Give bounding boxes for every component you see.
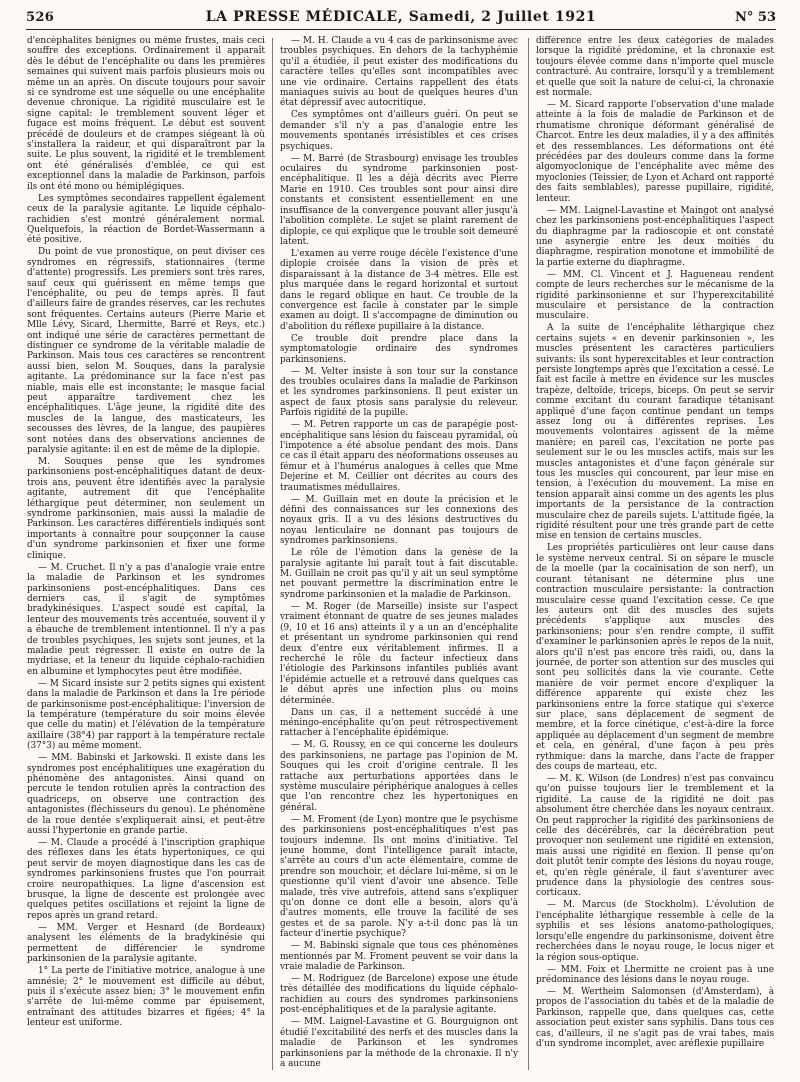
- article-paragraph: Du point de vue pronostique, on peut diviser ces syndromes en régressifs, stationnaires (terme d'attente) progressifs. Les premiers sont très rares, sauf ceux qui guérissent en même temps que l'encéphalite, ou peu de temps après. Il faut d'ailleurs faire de grandes réserves, car les rechutes sont fréquentes. Certains auteurs (Pierre Marie et Mlle Lévy, Sicard, Lhermitte, Barré et Reys, etc.) ont indiqué une série de caractères permettant de distinguer ce syndrome de la véritable maladie de Parkinson. Mais tous ces caractères se rencontrent aussi bien, selon M. Souques, dans la paralysie agitante. La prédominance sur la face n'est pas niable, mais elle est inconstante; le masque facial peut apparaître tardivement chez les encéphalitiques. L'âge jeune, la rigidité dite des muscles de la langue, des masticateurs, les secousses des lèvres, de la langue, des paupières sont notées dans des observations anciennes de paralysie agitante: il en est de même de la diplopie.: [27, 247, 265, 456]
- article-paragraph: Les symptômes secondaires rappellent également ceux de la paralysie agitante. Le liquide céphalo-rachidien s'est montré généralement normal. Quelquefois, la réaction de Bordet-Wassermann a été positive.: [27, 193, 265, 246]
- article-paragraph: Ce trouble doit prendre place dans la symptomatologie ordinaire des syndromes parkinsoniens.: [280, 333, 518, 365]
- article-paragraph: — M. Barré (de Strasbourg) envisage les troubles oculaires du syndrome parkinsonien post-encéphalitique. Il les a déjà décrits avec Pierre Marie en 1910. Ces troubles sont pour ainsi dire constants et consistent essentiellement en une insuffisance de la convergence pouvant aller jusqu'à l'abolition complète. Le sujet se plaint rarement de diplopie, ce qui explique que le trouble soit demeuré latent.: [280, 153, 518, 247]
- article-paragraph: — MM. Laignel-Lavastine et Maingot ont analysé chez les parkinsoniens post-encéphalitiques l'aspect du diaphragme par la radioscopie et ont constaté une asynergie entre les deux moitiés du diaphragme, respiration monotone et immobilité de la partie externe du diaphragme.: [536, 205, 774, 268]
- text-column-1: [27, 36, 265, 1072]
- article-paragraph: M. Souques pense que les syndromes parkinsoniens post-encéphalitiques datant de deux-trois ans, peuvent être identifiés avec la paralysie agitante, autrement dit que l'encéphalite léthargique peut déterminer, non seulement un syndrome parkinsonien, mais aussi la maladie de Parkinson. Les caractères différentiels indiqués sont importants à connaître pour soupçonner la cause d'un syndrome parkinsonien et fixer une forme clinique.: [27, 457, 265, 561]
- article-paragraph: — M. H. Claude a vu 4 cas de parkinsonisme avec troubles psychiques. En dehors de la tachyphémie qu'il a étudiée, il peut exister des modifications du caractère telles qu'elles sont incompatibles avec une vie ordinaire. Certains rappellent des états maniaques suivis au bout de quelques heures d'un état dépressif avec autocritique.: [280, 36, 518, 109]
- journal-title: LA PRESSE MÉDICALE, Samedi, 2 Juillet 1921: [205, 9, 597, 25]
- article-paragraph: — MM. Verger et Hesnard (de Bordeaux) analysent les éléments de la bradykinésie qui permettent de différencier le syndrome parkinsonien de la paralysie agitante.: [27, 922, 265, 965]
- article-paragraph: — M. Sicard rapporte l'observation d'une malade atteinte à la fois de maladie de Parkinson et de rhumatisme chronique déformant généralisé de Charcot. Entre les deux maladies, il y a des affinités et des ressemblances. Les déformations ont été précédées par des douleurs comme dans la forme algomyoclonique de l'encéphalite avec même des myoclonies (Teissier, de Lyon et Achard ont rapporté des faits semblables), paresse pupillaire, rigidité, lenteur.: [536, 100, 774, 204]
- article-paragraph: — M. Petren rapporte un cas de parapégie post-encéphalitique sans lésion du faisceau pyramidal, où l'impotence a été absolue pendant des mois. Dans ce cas il était apparu des néoformations osseuses au fémur et à l'humérus analogues à celles que Mme Dejerine et M. Ceillier ont décrites au cours des traumatismes médullaires.: [280, 420, 518, 493]
- text-column-3: [536, 36, 774, 1072]
- article-paragraph: — M. Rodriguez (de Barcelone) expose une étude très détaillée des modifications du liquide céphalo-rachidien au cours des syndromes parkinsoniens post-encéphalitiques et de la paralysie agitante.: [280, 974, 518, 1016]
- header-rule: [26, 29, 776, 30]
- article-paragraph: — M. Marcus (de Stockholm). L'évolution de l'encéphalite léthargique ressemble à celle de la syphilis et ses lésions anatomo-pathologiques, lorsqu'elle engendre du parkinsonisme, doivent être recherchées dans le noyau rouge, le locus niger et la région sous-optique.: [536, 900, 774, 963]
- article-paragraph: — M Sicard insiste sur 2 petits signes qui existent dans la maladie de Parkinson et dans la 1re période de parkinsonisme post-encéphalitique: l'inversion de la température (température du soir moins élevée que celle du matin) et l'élévation de la température axillaire (38°4) par rapport à la température rectale (37°3) au même moment.: [27, 678, 265, 752]
- article-paragraph: L'examen au verre rouge décèle l'existence d'une diplopie croisée dans la vision de près et disparaissant à la distance de 3-4 mètres. Elle est plus marquée dans le regard horizontal et surtout dans le regard oblique en haut. Ce trouble de la convergence est facile à constater par le simple examen au doigt. Il s'accompagne de diminution ou d'abolition du réflexe pupillaire à la distance.: [280, 248, 518, 332]
- article-paragraph: — MM. Foix et Lhermitte ne croient pas à une prédominance des lésions dans le noyau rouge.: [536, 964, 774, 985]
- article-paragraph: — MM. Babinski et Jarkowski. Il existe dans les syndromes post encéphalitiques une exagération du phénomène des antagonistes. Ainsi quand on percute le tendon rotulien après la contraction des quadriceps, on observe une contraction des antagonistes (fléchisseurs du genou). Le phénomène de la roue dentée s'expliquerait ainsi, et peut-être aussi l'hypertonie en grande partie.: [27, 753, 265, 837]
- article-paragraph: — M. Wertheim Salomonsen (d'Amsterdam), à propos de l'association du tabès et de la maladie de Parkinson, rappelle que, dans quelques cas, cette association peut exister sans syphilis. Dans tous ces cas, d'ailleurs, il ne s'agit pas de vrai tabes, mais d'un syndrome incomplet, avec aréflexie pupillaire: [536, 986, 774, 1049]
- article-paragraph: — M. Roger (de Marseille) insiste sur l'aspect vraiment étonnant de quatre de ses jeunes malades (9, 10 et 16 ans) atteints il y a un an d'encéphalite et présentant un syndrome parkinsonien qui rend deux d'entre eux véritablement infirmes. Il a recherché le rôle du facteur infectieux dans l'étiologie des Parkinsons infantiles publiés avant l'épidémie actuelle et a retrouvé dans quelques cas le début après une infection plus ou moins déterminée.: [280, 601, 518, 706]
- article-paragraph: — M. Velter insiste à son tour sur la constance des troubles oculaires dans la maladie de Parkinson et les syndromes parkinsoniens. Il peut exister un aspect de faux ptosis sans paralysie du releveur. Parfois rigidité de la pupille.: [280, 366, 518, 419]
- page-number: 526: [26, 10, 55, 25]
- text-column-2: [280, 36, 518, 1072]
- article-paragraph: — MM. Cl. Vincent et J. Hagueneau rendent compte de leurs recherches sur le mécanisme de la rigidité parkinsonienne et sur l'hyperexcitabilité musculaire et persistance de la contraction musculaire.: [536, 269, 774, 322]
- column-separator: [272, 38, 273, 1070]
- article-paragraph: différence entre les deux catégories de malades lorsque la rigidité prédomine, et la chronaxie est toujours élevée comme dans n'importe quel muscle contracturé. Au contraire, lorsqu'il y a tremblement et quelle que soit la nature de celui-ci, la chronaxie est normale.: [536, 36, 774, 99]
- article-paragraph: — M. K. Wilson (de Londres) n'est pas convaincu qu'on puisse toujours lier le tremblement et la rigidité. La cause de la rigidité ne doit pas absolument être cherchée dans les noyaux centraux. On peut rapprocher la rigidité des parkinsoniens de celle des décérébrés, car la décérébration peut provoquer non seulement une rigidité en extension, mais aussi une rigidité en flexion. Il pense qu'on doit plutôt tenir compte des lésions du noyau rouge, et, qu'en règle générale, il faut s'aventurer avec prudence dans la physiologie des centres sous-corticaux.: [536, 774, 774, 899]
- article-paragraph: — M. Cruchet. Il n'y a pas d'analogie vraie entre la maladie de Parkinson et les syndromes parkinsoniens post-encéphalitiques. Dans ces derniers cas, il s'agit de symptômes bradykinésiques. L'aspect soudé est capital, la lenteur des mouvements très accentuée, souvent il y a ébauche de tremblement intentionnel. Il n'y a pas de troubles psychiques, les sujets sont jeunes, et la maladie peut régresser. Il existe en outre de la mydriase, et la teneur du liquide céphalo-rachidien en albumine et lymphocytes peut être modifiée.: [27, 562, 265, 677]
- article-paragraph: Le rôle de l'émotion dans la genèse de la paralysie agitante lui paraît tout à fait discutable. M. Guillain ne croit pas qu'il y ait un seul symptôme net pouvant permettre la discrimination entre le syndrome parkinsonien et la maladie de Parkinson.: [280, 548, 518, 600]
- article-paragraph: Ces symptômes ont d'ailleurs guéri. On peut se demander s'il n'y a pas d'analogie entre les mouvements spontanés irrésistibles et ces crises psychiques.: [280, 110, 518, 152]
- page-header: [26, 6, 776, 30]
- column-separator: [528, 38, 529, 1070]
- article-paragraph: Les propriétés particulières ont leur cause dans le système nerveux central. Si on sépare le muscle de la moelle (par la cocaïnisation de son nerf), un courant tétanisant ne détermine plus une contraction musculaire persistante: la contraction musculaire cesse quand l'excitation cesse. Ce que les auteurs ont dit des muscles des sujets précédents s'applique aux muscles des parkinsoniens; pour s'en rendre compte, il suffit d'examiner le parkinsonien après le repos de la nuit, alors qu'il n'est pas encore très raidi, ou, dans la journée, de porter son attention sur des muscles qui sont peu sollicités dans la vie courante. Cette manière de voir permet encore d'expliquer la différence apparente qui existe chez les parkinsoniens entre la force statique qui s'exerce sur place, sans déplacement de segment de membre, et la force cinétique, c'est-à-dire la force appliquée au déplacement d'un segment de membre et cela, en général, d'une façon à peu près rythmique: dans la marche, dans l'acte de frapper des coups de marteau, etc.: [536, 543, 774, 772]
- article-paragraph: — M. Babinski signale que tous ces phénomènes mentionnés par M. Froment peuvent se voir dans la vraie maladie de Parkinson.: [280, 941, 518, 973]
- issue-number: N° 53: [735, 10, 776, 25]
- article-paragraph: — M. Claude a procédé à l'inscription graphique des réflexes dans les états hypertoniques, ce qui peut servir de moyen diagnostique dans les cas de syndromes parkinsoniens frustes que l'on pourrait croire neuropathiques. La ligne d'ascension est brusque, la ligne de descente est prolongée avec quelques petites oscillations et rejoint la ligne de repos après un grand retard.: [27, 838, 265, 921]
- article-paragraph: — M. G. Roussy, en ce qui concerne les douleurs des parkinsoniens, ne partage pas l'opinion de M. Souques qui les croit d'origine centrale. Il les rattache aux perturbations apportées dans le système musculaire périphérique analogues à celles que l'on rencontre chez les hypertoniques en général.: [280, 740, 518, 813]
- article-paragraph: — M. Guillain met en doute la précision et le défini des connaissances sur les connexions des noyaux gris. Il a vu des lésions destructives du noyau lenticulaire ne donnant pas toujours de syndromes parkinsoniens.: [280, 494, 518, 547]
- article-paragraph: — MM. Laignel-Lavastine et G. Bourguignon ont étudié l'excitabilité des nerfs et des muscles dans la maladie de Parkinson et les syndromes parkinsoniens par la méthode de la chronaxie. Il n'y a aucune: [280, 1017, 518, 1069]
- article-paragraph: — M. Froment (de Lyon) montre que le psychisme des parkinsoniens post-encéphalitiques n'est pas toujours indemne. Ils ont moins d'initiative. Tel jeune homme, dont l'intelligence paraît intacte, s'arrête au cours d'un acte élémentaire, comme de prendre son mouchoir, et déclare lui-même, si on le questionne qu'il vient d'avoir une absence. Telle malade, très vive autrefois, attend sans s'expliquer qu'on donne ce dont elle a besoin, alors qu'à d'autres moments, elle trouve la facilité de ses gestes et de sa parole. N'y a-t-il donc pas là un facteur d'inertie psychique?: [280, 814, 518, 940]
- article-paragraph: Dans un cas, il a nettement succédé à une méningo-encéphalite qu'on peut rétrospectivement rattacher à l'encéphalite épidémique.: [280, 707, 518, 739]
- article-paragraph: 1° La perte de l'initiative motrice, analogue à une amnésie; 2° le mouvement est difficile au début, puis il s'exécute assez bien; 3° le mouvement enfin s'arrête de lui-même comme par épuisement, entraînant des attitudes bizarres et figées; 4° la lenteur est uniforme.: [27, 966, 265, 1029]
- article-paragraph: d'encéphalites bénignes ou même frustes, mais ceci souffre des exceptions. Ordinairement il apparaît dès le début de l'encéphalite ou dans les premières semaines qui suivent mais parfois plusieurs mois ou même un an après. On discute toujours pour savoir si ce syndrome est une séquelle ou une encéphalite devenue chronique. La rigidité musculaire est le signe capital: le tremblement souvent léger et fugace est moins fréquent. Le début est souvent précédé de douleurs et de crampes siégeant là où s'installera la raideur, et qui disparaîtront par la suite. Le plus souvent, la rigidité et le tremblement ont été généralisés d'emblée, ce qui est exceptionnel dans la maladie de Parkinson, parfois ils ont été mono ou hémiplégiques.: [27, 36, 265, 192]
- article-paragraph: A la suite de l'encéphalite léthargique chez certains sujets « en devenir parkinsonien », les muscles présentent les caractères particuliers suivants: ils sont hyperexcitables et leur contraction persiste longtemps après que l'excitation a cessé. Le fait est facile à mettre en évidence sur les muscles trapèze, deltoïde, triceps, biceps. On peut se servir comme excitant du courant faradique tétanisant appliqué d'une façon continue pendant un temps assez long ou à différentes reprises. Les mouvements volontaires agissent de la même manière; en pareil cas, l'excitation ne porte pas seulement sur le ou les muscles actifs, mais sur les muscles antagonistes et d'une façon générale sur tous les muscles qui concourent, par leur mise en tension, à l'exécution du mouvement. La mise en tension apparaît ainsi comme un des agents les plus importants de la persistance de la contraction musculaire chez de pareils sujets. L'attitude figée, la rigidité résultent pour une très grande part de cette mise en tension de certains muscles.: [536, 323, 774, 542]
